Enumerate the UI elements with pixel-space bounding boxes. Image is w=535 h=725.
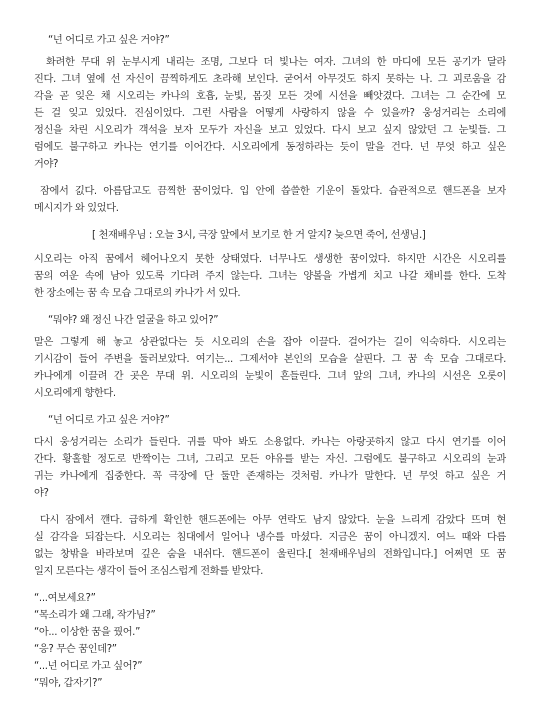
paragraph-line: 일지 모른다는 생각이 들어 조심스럽게 전화를 받았다. [34,566,264,577]
dialogue-line: “뭐야, 갑자기?” [34,678,103,689]
paragraph-line: 진다. 그녀 옆에 선 자신이 끔찍하게도 초라해 보인다. 굳어서 아무것도 하지 못하는 나. 그 괴로움을 감 [34,74,506,85]
dialogue-line: “응? 무슨 꿈인데?” [34,644,117,655]
paragraph-line: 간다. 황홀할 정도로 반짝이는 그녀, 그리고 모든 야유를 받는 자신. 그럼에도 불구하고 시오리의 눈과 [34,454,506,465]
dialogue-line: “넌 어디로 가고 싶은 거야?” [48,415,170,426]
paragraph-line: 카나에게 이끌려 간 곳은 무대 위. 시오리의 눈빛이 흔들린다. 그녀 앞의 그녀, 카나의 시선은 오롯이 [34,371,506,382]
paragraph-line: 귀는 카나에게 집중한다. 꼭 극장에 단 둘만 존재하는 것처럼. 카나가 말한다. 넌 무엇 하고 싶은 거 [34,471,506,482]
paragraph-line: 럼에도 불구하고 카나는 연기를 이어간다. 시오리에게 동정하라는 듯이 말을 건다. 넌 무엇 하고 싶은 [34,142,506,153]
dialogue-line: “...넌 어디로 가고 싶어?” [34,661,143,672]
paragraph-line: 정신을 차린 시오리가 객석을 보자 모두가 자신을 보고 있었다. 다시 보고 싶지 않았던 그 눈빛들. 그 [34,125,506,136]
paragraph-line: 말은 그렇게 해 놓고 상관없다는 듯 시오리의 손을 잡아 이끌다. 걸어가는 길이 익숙하다. 시오리는 [34,337,506,348]
paragraph-line: 거야? [34,159,59,170]
paragraph-line: 기시감이 들어 주변을 둘러보았다. 여기는... 그제서야 본인의 모습을 살핀다. 그 꿈 속 모습 그대로다. [34,354,506,365]
dialogue-line: “뭐야? 왜 정신 나간 얼굴을 하고 있어?” [48,315,219,326]
paragraph-line: 다시 잠에서 깬다. 급하게 확인한 핸드폰에는 아무 연락도 남지 않았다. 눈을 느리게 감았다 뜨며 현 [40,515,506,526]
paragraph-line: 각을 곧 잊은 채 시오리는 카나의 호흡, 눈빛, 몸짓 모든 것에 시선을 빼앗겼다. 그녀는 그 순간에 모 [34,91,506,102]
paragraph-line: 없는 창밖을 바라보며 깊은 숨을 내쉬다. 핸드폰이 울린다.[ 천재배우님의 전화입니다.] 어쩌면 또 꿈 [34,549,506,560]
paragraph-line: 메시지가 와 있었다. [34,203,119,214]
paragraph-line: 한 장소에는 꿈 속 모습 그대로의 카나가 서 있다. [34,288,241,299]
dialogue-line: “아... 이상한 꿈을 꿨어.” [34,627,141,638]
dialogue-line: “...여보세요?” [34,593,96,604]
paragraph-line: 야? [34,488,49,499]
paragraph-line: 잠에서 긼다. 아름답고도 끔찍한 꿈이었다. 입 안에 씁쓸한 기운이 돌았다. 습관적으로 핸드폰을 보자 [40,186,506,197]
message-line: [ 천재배우님 : 오늘 3시, 극장 앞에서 보기로 한 거 알지? 늦으면 죽어, 선생님.] [92,230,426,241]
paragraph-line: 시오리는 아직 꿈에서 헤어나오지 못한 상태였다. 너무나도 생생한 꿈이었다. 하지만 시간은 시오리를 [34,254,506,265]
paragraph-line: 든 걸 잊고 있었다. 진심이었다. 그런 사람을 어떻게 사랑하지 않을 수 있을까? 웅성거리는 소리에 [34,108,506,119]
paragraph-line: 화려한 무대 위 눈부시게 내리는 조명, 그보다 더 빛나는 여자. 그녀의 한 마디에 모든 공기가 달라 [46,57,506,68]
paragraph-line: 다시 웅성거리는 소리가 들린다. 귀를 막아 봐도 소용없다. 카나는 아랑곳하지 않고 다시 연기를 이어 [34,437,506,448]
paragraph-line: 실 감각을 되잡는다. 시오리는 침대에서 일어나 냉수를 마셨다. 지금은 꿈이 아니겠지. 여느 때와 다름 [34,532,506,543]
dialogue-line: “넌 어디로 가고 싶은 거야?” [48,35,170,46]
paragraph-line: 시오리에게 향한다. [34,388,116,399]
paragraph-line: 꿈의 여운 속에 남아 있도록 기다려 주지 않는다. 그녀는 양볼을 가볍게 치고 나갈 채비를 한다. 도착 [34,271,506,282]
dialogue-line: “목소리가 왜 그래, 작가님?” [34,610,156,621]
